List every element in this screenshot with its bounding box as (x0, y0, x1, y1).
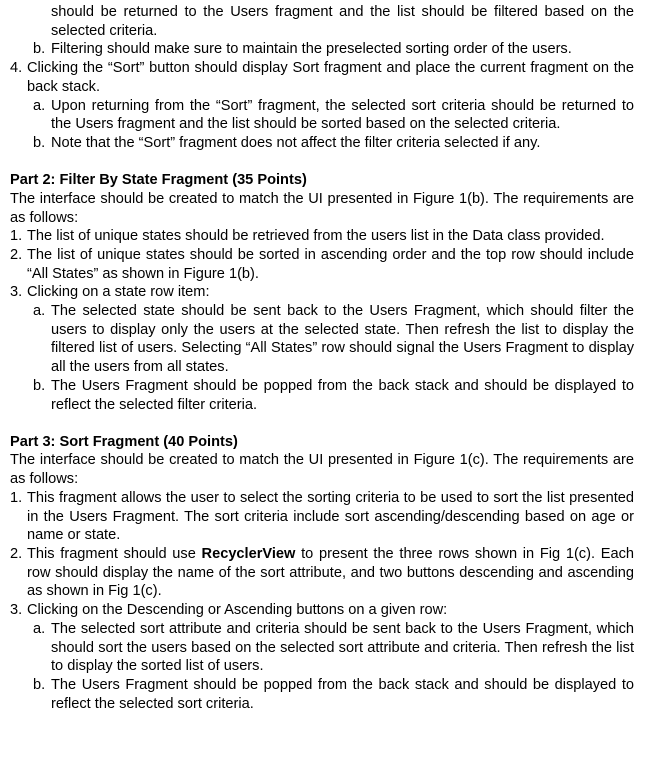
part3-item-3a (10, 620, 634, 676)
part2-intro: The interface should be created to match the UI presented in Figure 1(b). The requirements are as follows: (10, 190, 634, 226)
part3-item-3b (10, 676, 634, 713)
list-marker: 2. (10, 246, 23, 263)
continued-item-text: should be returned to the Users fragment and the list should be filtered based on the selected criteria. (51, 4, 634, 39)
list-marker: a. (33, 620, 46, 637)
list-item-text: This fragment allows the user to select the sorting criteria to be used to sort the list presented in the Users Fragment. The sort criteria include sort ascending/descending based on age or name or state. (27, 489, 634, 544)
list-item-text: Clicking on a state row item: (27, 284, 210, 301)
list-item-4 (10, 59, 634, 96)
list-item-3b (10, 40, 634, 59)
part2-heading: Part 2: Filter By State Fragment (35 Points) (10, 172, 307, 189)
document-page (0, 3, 649, 713)
part2-item-1 (10, 227, 634, 246)
list-item-text: The list of unique states should be sorted in ascending order and the top row should include “All States” as shown in Figure 1(b). (27, 246, 634, 282)
part2-item-3b (10, 377, 634, 414)
part3-intro: The interface should be created to match the UI presented in Figure 1(c). The requirements are as follows: (10, 452, 634, 488)
list-item-text: The list of unique states should be retrieved from the users list in the Data class provided. (27, 228, 605, 245)
part2-item-3 (10, 283, 634, 302)
list-item-text: Upon returning from the “Sort” fragment, the selected sort criteria should be returned to the Users fragment and the list should be sorted based on the selected criteria. (51, 97, 634, 133)
list-item-4b (10, 134, 634, 153)
list-marker: 1. (10, 489, 23, 506)
list-item-text: Note that the “Sort” fragment does not affect the filter criteria selected if any. (51, 134, 541, 151)
part2-item-3a (10, 302, 634, 377)
part3-item-3 (10, 601, 634, 620)
list-item-text: Clicking the “Sort” button should display Sort fragment and place the current fragment on the back stack. (27, 60, 634, 95)
text-run: to present the three rows shown in Fig 1(c). Each row should display the name of the sort attribute, and two buttons descending and ascending as shown in Fig 1(c). (27, 545, 634, 600)
list-marker: b. (33, 377, 46, 394)
list-marker: b. (33, 41, 46, 58)
part2-item-2 (10, 246, 634, 283)
part3-item-2 (10, 545, 634, 601)
list-marker: 3. (10, 602, 23, 619)
text-run: This fragment should use (27, 545, 202, 562)
list-item-text: The selected state should be sent back to the Users Fragment, which should filter the users to display only the users at the selected state. Then refresh the list to display the filtered list of users. Selecting “All States” row should signal the Users Fragment to display all the users from all states. (51, 303, 634, 376)
part3-item-1 (10, 489, 634, 545)
list-item-text (27, 545, 634, 601)
list-item-text: The selected sort attribute and criteria should be sent back to the Users Fragment, which should sort the users based on the selected sort attribute and criteria. Then refresh the list to display the sorted list of users. (51, 620, 634, 675)
list-item-text: Filtering should make sure to maintain the preselected sorting order of the users. (51, 41, 572, 58)
recyclerview-term: RecyclerView (201, 545, 296, 562)
list-item-text: The Users Fragment should be popped from the back stack and should be displayed to reflect the selected sort criteria. (51, 676, 634, 712)
list-item-4a (10, 97, 634, 134)
list-marker: 1. (10, 228, 23, 245)
list-marker: b. (33, 134, 46, 151)
list-item-text: Clicking on the Descending or Ascending buttons on a given row: (27, 602, 448, 619)
list-marker: b. (33, 676, 46, 693)
list-marker: a. (33, 303, 46, 320)
list-marker: 3. (10, 284, 23, 301)
part3-heading: Part 3: Sort Fragment (40 Points) (10, 433, 238, 450)
list-item-text: The Users Fragment should be popped from the back stack and should be displayed to reflect the selected filter criteria. (51, 377, 634, 413)
list-marker: 2. (10, 545, 23, 562)
list-marker: 4. (10, 60, 23, 77)
list-marker: a. (33, 97, 46, 114)
